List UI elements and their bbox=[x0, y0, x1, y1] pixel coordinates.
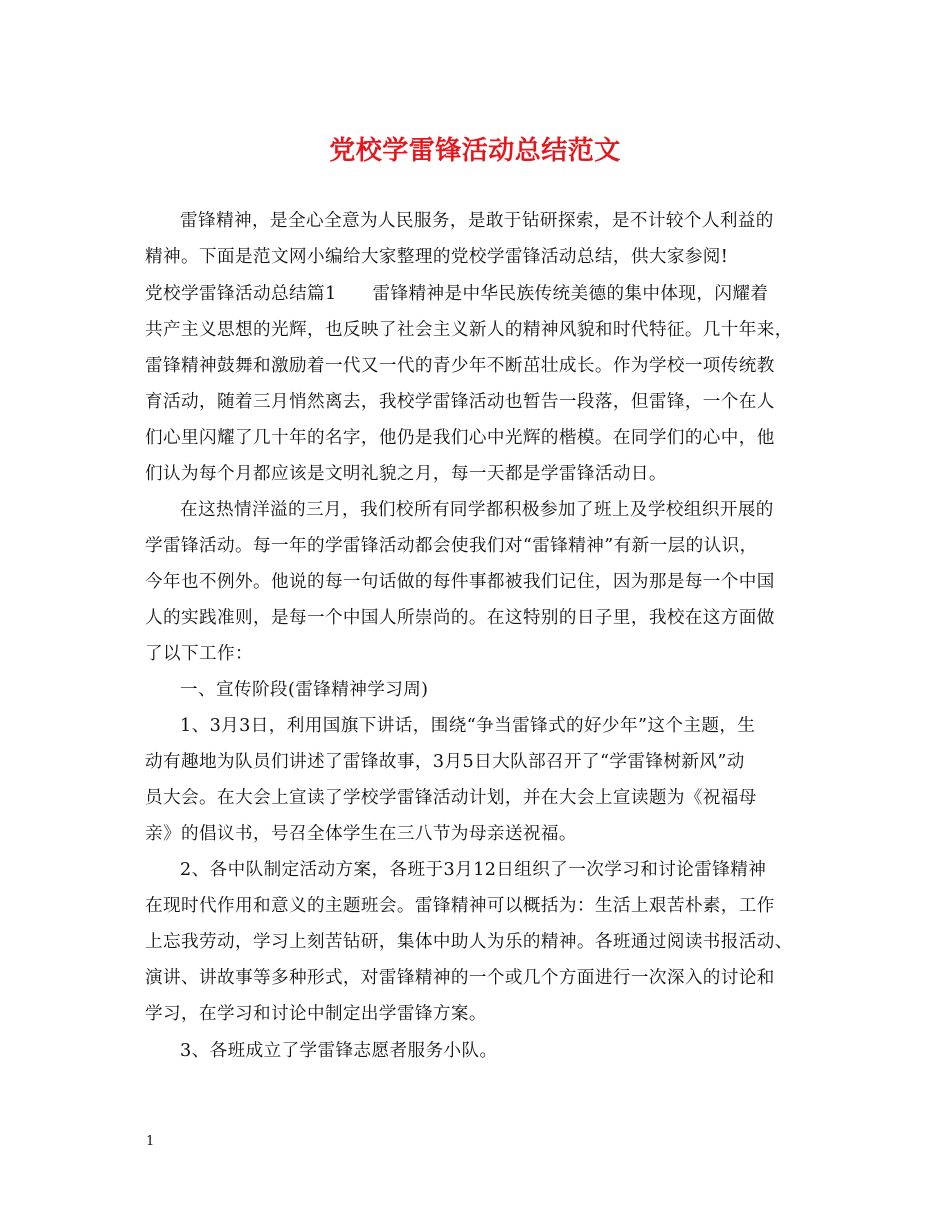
paragraph-line: 雷锋精神，是全心全意为人民服务，是敢于钻研探索，是不计较个人利益的 bbox=[180, 211, 774, 231]
section-heading: 一、宣传阶段(雷锋精神学习周) bbox=[180, 680, 429, 700]
paragraph-line: 们认为每个月都应该是文明礼貌之月，每一天都是学雷锋活动日。 bbox=[145, 464, 667, 484]
paragraph-line: 在这热情洋溢的三月，我们校所有同学都积极参加了班上及学校组织开展的 bbox=[180, 500, 774, 520]
paragraph-line: 人的实践准则，是每一个中国人所崇尚的。在这特别的日子里，我校在这方面做 bbox=[145, 608, 775, 628]
paragraph-line: 亲》的倡议书，号召全体学生在三八节为母亲送祝福。 bbox=[145, 824, 577, 844]
paragraph-line: 育活动，随着三月悄然离去，我校学雷锋活动也暂告一段落，但雷锋，一个在人 bbox=[145, 392, 775, 412]
paragraph-line: 党校学雷锋活动总结篇1 雷锋精神是中华民族传统美德的集中体现，闪耀着 bbox=[145, 284, 769, 304]
paragraph-line: 了以下工作： bbox=[145, 644, 253, 664]
paragraph-line: 3、各班成立了学雷锋志愿者服务小队。 bbox=[180, 1041, 498, 1061]
paragraph-line: 雷锋精神鼓舞和激励着一代又一代的青少年不断茁壮成长。作为学校一项传统教 bbox=[145, 356, 775, 376]
paragraph-line: 在现时代作用和意义的主题班会。雷锋精神可以概括为：生活上艰苦朴素，工作 bbox=[145, 896, 775, 916]
document-title: 党校学雷锋活动总结范文 bbox=[329, 136, 621, 166]
paragraph-line: 们心里闪耀了几十年的名字，他仍是我们心中光辉的楷模。在同学们的心中，他 bbox=[145, 428, 775, 448]
page-number: 1 bbox=[146, 1134, 155, 1149]
paragraph-line: 1、3月3日，利用国旗下讲话，围绕“争当雷锋式的好少年”这个主题，生 bbox=[180, 716, 756, 736]
paragraph-line: 共产主义思想的光辉，也反映了社会主义新人的精神风貌和时代特征。几十年来， bbox=[145, 320, 793, 340]
paragraph-line: 员大会。在大会上宣读了学校学雷锋活动计划，并在大会上宣读题为《祝福母 bbox=[145, 788, 757, 808]
paragraph-line: 学雷锋活动。每一年的学雷锋活动都会使我们对“雷锋精神”有新一层的认识， bbox=[145, 536, 758, 556]
paragraph-line: 学习，在学习和讨论中制定出学雷锋方案。 bbox=[145, 1004, 487, 1024]
paragraph-line: 今年也不例外。他说的每一句话做的每件事都被我们记住，因为那是每一个中国 bbox=[145, 572, 775, 592]
paragraph-line: 动有趣地为队员们讲述了雷锋故事，3月5日大队部召开了“学雷锋树新风”动 bbox=[145, 752, 745, 772]
paragraph-line: 上忘我劳动，学习上刻苦钻研，集体中助人为乐的精神。各班通过阅读书报活动、 bbox=[145, 932, 793, 952]
paragraph-line: 2、各中队制定活动方案，各班于3月12日组织了一次学习和讨论雷锋精神 bbox=[180, 860, 767, 880]
paragraph-line: 演讲、讲故事等多种形式，对雷锋精神的一个或几个方面进行一次深入的讨论和 bbox=[145, 968, 775, 988]
paragraph-line: 精神。下面是范文网小编给大家整理的党校学雷锋活动总结，供大家参阅! bbox=[145, 247, 729, 267]
